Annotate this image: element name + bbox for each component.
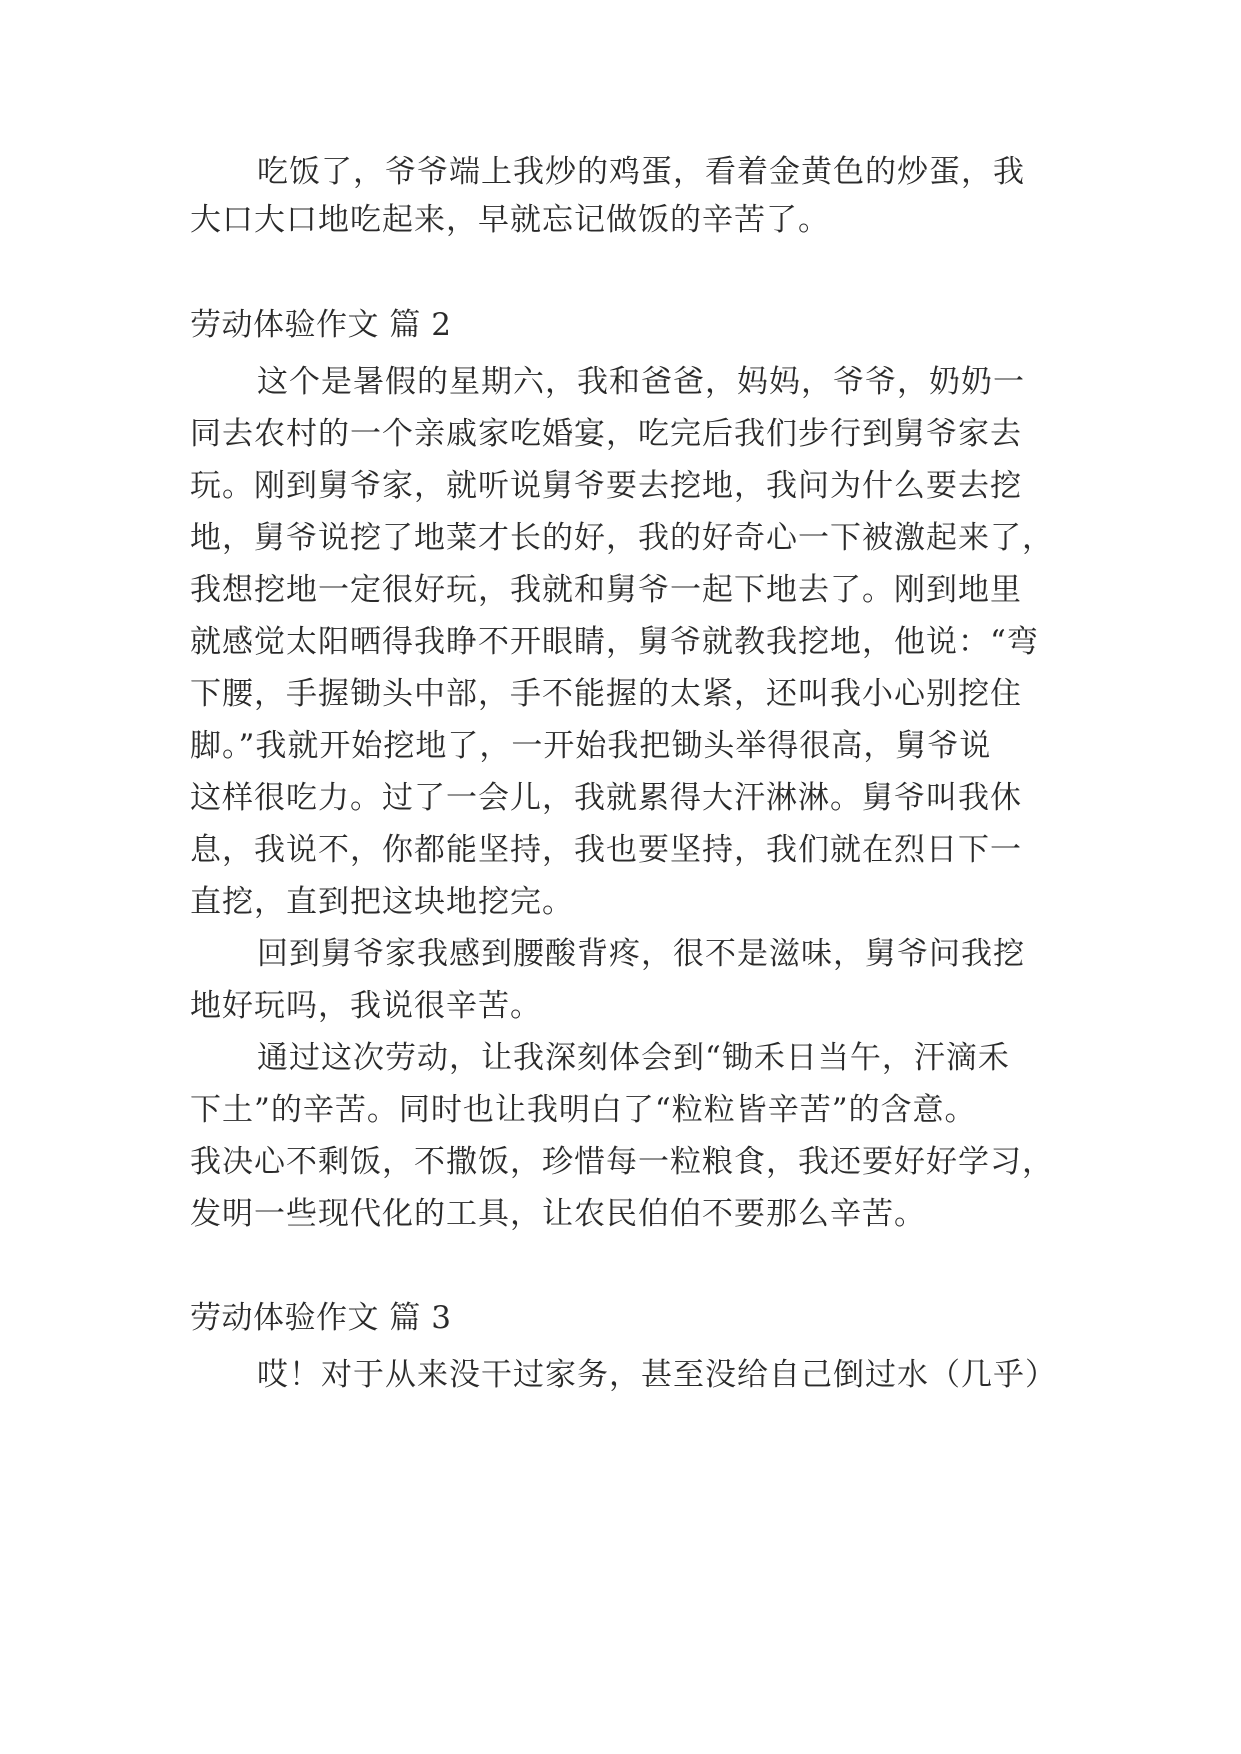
paragraph-line: 我决心不剩饭，不撒饭，珍惜每一粒粮食，我还要好好学习， (190, 1144, 1054, 1180)
paragraph-line: 吃饭了，爷爷端上我炒的鸡蛋，看着金黄色的炒蛋，我 (257, 154, 1025, 190)
paragraph-line: 地好玩吗，我说很辛苦。 (190, 988, 542, 1024)
paragraph-line: 大口大口地吃起来，早就忘记做饭的辛苦了。 (190, 202, 830, 238)
paragraph-line: 下腰，手握锄头中部，手不能握的太紧，还叫我小心别挖住 (190, 676, 1022, 712)
paragraph-line: 直挖，直到把这块地挖完。 (190, 884, 574, 920)
paragraph-line: 脚。”我就开始挖地了，一开始我把锄头举得很高，舅爷说 (190, 728, 992, 764)
paragraph-line: 下土”的辛苦。同时也让我明白了“粒粒皆辛苦”的含意。 (190, 1092, 977, 1128)
paragraph-line: 这个是暑假的星期六，我和爸爸，妈妈，爷爷，奶奶一 (257, 364, 1025, 400)
paragraph-line: 回到舅爷家我感到腰酸背疼，很不是滋味，舅爷问我挖 (257, 936, 1025, 972)
paragraph-line: 地，舅爷说挖了地菜才长的好，我的好奇心一下被激起来了， (190, 520, 1054, 556)
paragraph-line: 我想挖地一定很好玩，我就和舅爷一起下地去了。刚到地里 (190, 572, 1022, 608)
section-heading: 劳动体验作文 篇 3 (190, 1300, 452, 1336)
section-heading: 劳动体验作文 篇 2 (190, 307, 452, 343)
paragraph-line: 发明一些现代化的工具，让农民伯伯不要那么辛苦。 (190, 1196, 926, 1232)
paragraph-line: 这样很吃力。过了一会儿，我就累得大汗淋淋。舅爷叫我休 (190, 780, 1022, 816)
paragraph-line: 通过这次劳动，让我深刻体会到“锄禾日当午，汗滴禾 (257, 1040, 1010, 1076)
paragraph-line: 哎！对于从来没干过家务，甚至没给自己倒过水（几乎） (257, 1357, 1057, 1393)
paragraph-line: 息，我说不，你都能坚持，我也要坚持，我们就在烈日下一 (190, 832, 1022, 868)
paragraph-line: 同去农村的一个亲戚家吃婚宴，吃完后我们步行到舅爷家去 (190, 416, 1022, 452)
paragraph-line: 玩。刚到舅爷家，就听说舅爷要去挖地，我问为什么要去挖 (190, 468, 1022, 504)
paragraph-line: 就感觉太阳晒得我睁不开眼睛，舅爷就教我挖地，他说：“弯 (190, 624, 1039, 660)
